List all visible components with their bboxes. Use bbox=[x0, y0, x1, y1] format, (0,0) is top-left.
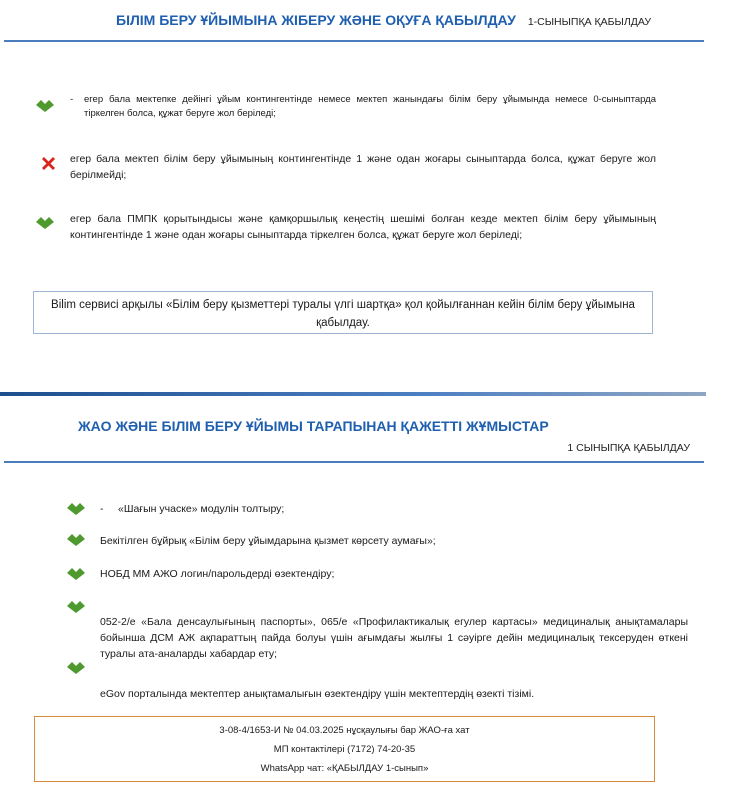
contact-line: WhatsApp чат: «ҚАБЫЛДАУ 1-сынып» bbox=[260, 763, 429, 774]
header-rule bbox=[4, 461, 704, 463]
list-item bbox=[100, 501, 688, 517]
slide-subtitle: 1-СЫНЫПҚА ҚАБЫЛДАУ bbox=[527, 16, 652, 28]
list-item bbox=[100, 533, 688, 549]
contact-line: 3-08-4/1653-И № 04.03.2025 нұсқаулығы бар ЖАО-ға хат bbox=[219, 725, 470, 736]
item-text: егер бала мектепке дейінгі ұйым контингентінде немесе мектеп жанындағы білім беру ұйымында немесе 0-сыныптарда тіркелген болса, құжат беруге жол беріледі; bbox=[84, 94, 656, 119]
check-icon bbox=[35, 99, 55, 113]
item-dash: - bbox=[100, 503, 104, 515]
slide-enrollment bbox=[0, 0, 730, 392]
check-icon bbox=[35, 216, 55, 230]
slide-title: БІЛІМ БЕРУ ҰЙЫМЫНА ЖІБЕРУ ЖӘНЕ ОҚУҒА ҚАБЫЛДАУ bbox=[116, 12, 516, 28]
slide-header bbox=[116, 12, 651, 28]
item-text: eGov порталында мектептер анықтамалығын өзектендіру үшін мектептердің өзекті тізімі. bbox=[100, 688, 535, 700]
item-text: НОБД ММ АЖО логин/парольдерді өзектендіру; bbox=[100, 568, 335, 580]
list-item bbox=[70, 93, 656, 121]
check-icon bbox=[66, 502, 86, 516]
check-icon bbox=[66, 661, 86, 675]
list-item bbox=[70, 151, 656, 183]
item-text: егер бала мектеп білім беру ұйымының контингентінде 1 және одан жоғары сыныптарда болса, құжат беруге жол берілмейді; bbox=[70, 153, 656, 181]
contact-line: МП контактілері (7172) 74-20-35 bbox=[273, 744, 416, 755]
slide-required-actions bbox=[0, 392, 730, 792]
contact-box bbox=[34, 716, 655, 782]
item-text: Бекітілген бұйрық «Білім беру ұйымдарына қызмет көрсету аумағы»; bbox=[100, 535, 436, 547]
check-icon bbox=[66, 533, 86, 547]
check-icon bbox=[66, 600, 86, 614]
item-text: егер бала ПМПК қорытындысы және қамқоршылық кеңестің шешімі болған кезде мектеп білім беру ұйымының контингентінде 1 және одан жоғары сыныптарда тіркелген болса, құжат беруге жол беріледі; bbox=[70, 213, 656, 241]
info-box: Bilim сервисі арқылы «Білім беру қызметтері туралы үлгі шартқа» қол қойылғаннан кейін білім беру ұйымына қабылдау. bbox=[33, 291, 653, 334]
list-item bbox=[100, 686, 688, 702]
list-item bbox=[100, 566, 688, 582]
slide-subtitle: 1 СЫНЫПҚА ҚАБЫЛДАУ bbox=[567, 442, 690, 454]
cross-icon bbox=[42, 157, 55, 170]
header-rule bbox=[4, 40, 704, 42]
item-text: «Шағын учаске» модулін толтыру; bbox=[118, 503, 285, 515]
list-item bbox=[70, 211, 656, 243]
item-dash: - bbox=[70, 94, 74, 105]
item-text: 052-2/е «Бала денсаулығының паспорты», 065/е «Профилактикалық егулер картасы» медициналық анықтамалары бойынша ДСМ АЖ ақпараттың пайда болуы үшін ағымдағы жылғы 1 сәуірге дейін медициналық тексеруден өткені туралы ата-аналарды хабардар ету; bbox=[100, 616, 688, 660]
check-icon bbox=[66, 567, 86, 581]
slide-title: ЖАО ЖӘНЕ БІЛІМ БЕРУ ҰЙЫМЫ ТАРАПЫНАН ҚАЖЕТТІ ЖҰМЫСТАР bbox=[78, 418, 549, 434]
list-item bbox=[100, 614, 688, 662]
